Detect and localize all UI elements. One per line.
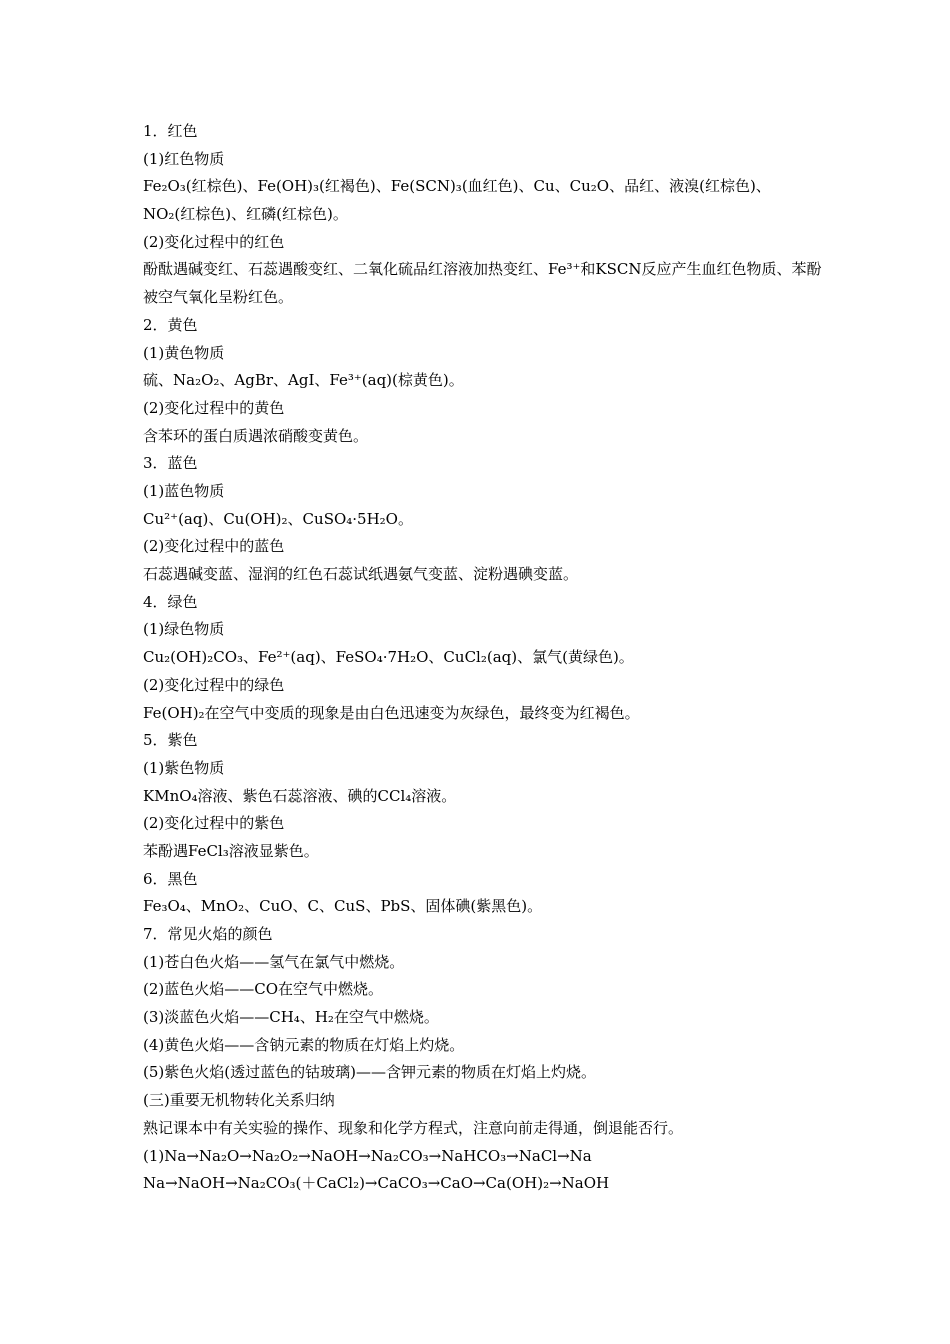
heading-purple: 5．紫色 (143, 731, 198, 750)
flame-item-3: (3)淡蓝色火焰——CH₄、H₂在空气中燃烧。 (143, 1008, 439, 1027)
conversion-chain-2: Na→NaOH→Na₂CO₃(＋CaCl₂)→CaCO₃→CaO→Ca(OH)₂→NaOH (143, 1174, 610, 1193)
subheading-purple-substances: (1)紫色物质 (143, 758, 225, 777)
paragraph-blue-process: 石蕊遇碱变蓝、湿润的红色石蕊试纸遇氨气变蓝、淀粉遇碘变蓝。 (143, 565, 579, 584)
flame-item-5: (5)紫色火焰(透过蓝色的钴玻璃)——含钾元素的物质在灯焰上灼烧。 (143, 1063, 596, 1082)
subheading-blue-substances: (1)蓝色物质 (143, 482, 225, 500)
heading-conversions: (三)重要无机物转化关系归纳 (143, 1091, 335, 1110)
paragraph-green-substances: Cu₂(OH)₂CO₃、Fe²⁺(aq)、FeSO₄·7H₂O、CuCl₂(aq)、氯气(黄绿色)。 (143, 648, 634, 667)
paragraph-red-process: 酚酞遇碱变红、石蕊遇酸变红、二氧化硫品红溶液加热变红、Fe³⁺和KSCN反应产生血红色物质、苯酚被空气氧化呈粉红色。 (143, 260, 822, 307)
subheading-yellow-process: (2)变化过程中的黄色 (143, 398, 285, 417)
subheading-red-substances: (1)红色物质 (143, 149, 225, 168)
heading-black: 6．黑色 (143, 869, 198, 888)
flame-item-4: (4)黄色火焰——含钠元素的物质在灯焰上灼烧。 (143, 1035, 465, 1054)
paragraph-yellow-process: 含苯环的蛋白质遇浓硝酸变黄色。 (143, 426, 369, 445)
paragraph-red-substances: Fe₂O₃(红棕色)、Fe(OH)₃(红褐色)、Fe(SCN)₃(血红色)、Cu、Cu₂O、品红、液溴(红棕色)、NO₂(红棕色)、红磷(红棕色)。 (143, 177, 771, 224)
paragraph-purple-substances: KMnO₄溶液、紫色石蕊溶液、碘的CCl₄溶液。 (143, 786, 457, 805)
heading-yellow: 2．黄色 (143, 315, 198, 334)
paragraph-purple-process: 苯酚遇FeCl₃溶液显紫色。 (143, 841, 319, 860)
paragraph-conversions-intro: 熟记课本中有关实验的操作、现象和化学方程式，注意向前走得通，倒退能否行。 (143, 1118, 684, 1137)
heading-flame-colors: 7．常见火焰的颜色 (143, 925, 273, 943)
paragraph-green-process: Fe(OH)₂在空气中变质的现象是由白色迅速变为灰绿色，最终变为红褐色。 (143, 703, 640, 722)
subheading-red-process: (2)变化过程中的红色 (143, 232, 285, 251)
subheading-yellow-substances: (1)黄色物质 (143, 343, 225, 362)
flame-item-1: (1)苍白色火焰——氢气在氯气中燃烧。 (143, 952, 405, 971)
subheading-blue-process: (2)变化过程中的蓝色 (143, 537, 285, 556)
heading-blue: 3．蓝色 (143, 454, 198, 473)
paragraph-yellow-substances: 硫、Na₂O₂、AgBr、AgI、Fe³⁺(aq)(棕黄色)。 (143, 371, 464, 390)
paragraph-black-substances: Fe₃O₄、MnO₂、CuO、C、CuS、PbS、固体碘(紫黑色)。 (143, 897, 543, 916)
conversion-chain-1: (1)Na→Na₂O→Na₂O₂→NaOH→Na₂CO₃→NaHCO₃→NaCl→Na (143, 1146, 592, 1165)
heading-green: 4．绿色 (143, 592, 198, 611)
flame-item-2: (2)蓝色火焰——CO在空气中燃烧。 (143, 980, 384, 999)
paragraph-blue-substances: Cu²⁺(aq)、Cu(OH)₂、CuSO₄·5H₂O。 (143, 509, 413, 528)
document-body (143, 118, 823, 1198)
subheading-green-process: (2)变化过程中的绿色 (143, 675, 285, 694)
heading-red: 1．红色 (143, 122, 198, 140)
subheading-green-substances: (1)绿色物质 (143, 620, 225, 639)
subheading-purple-process: (2)变化过程中的紫色 (143, 814, 285, 833)
